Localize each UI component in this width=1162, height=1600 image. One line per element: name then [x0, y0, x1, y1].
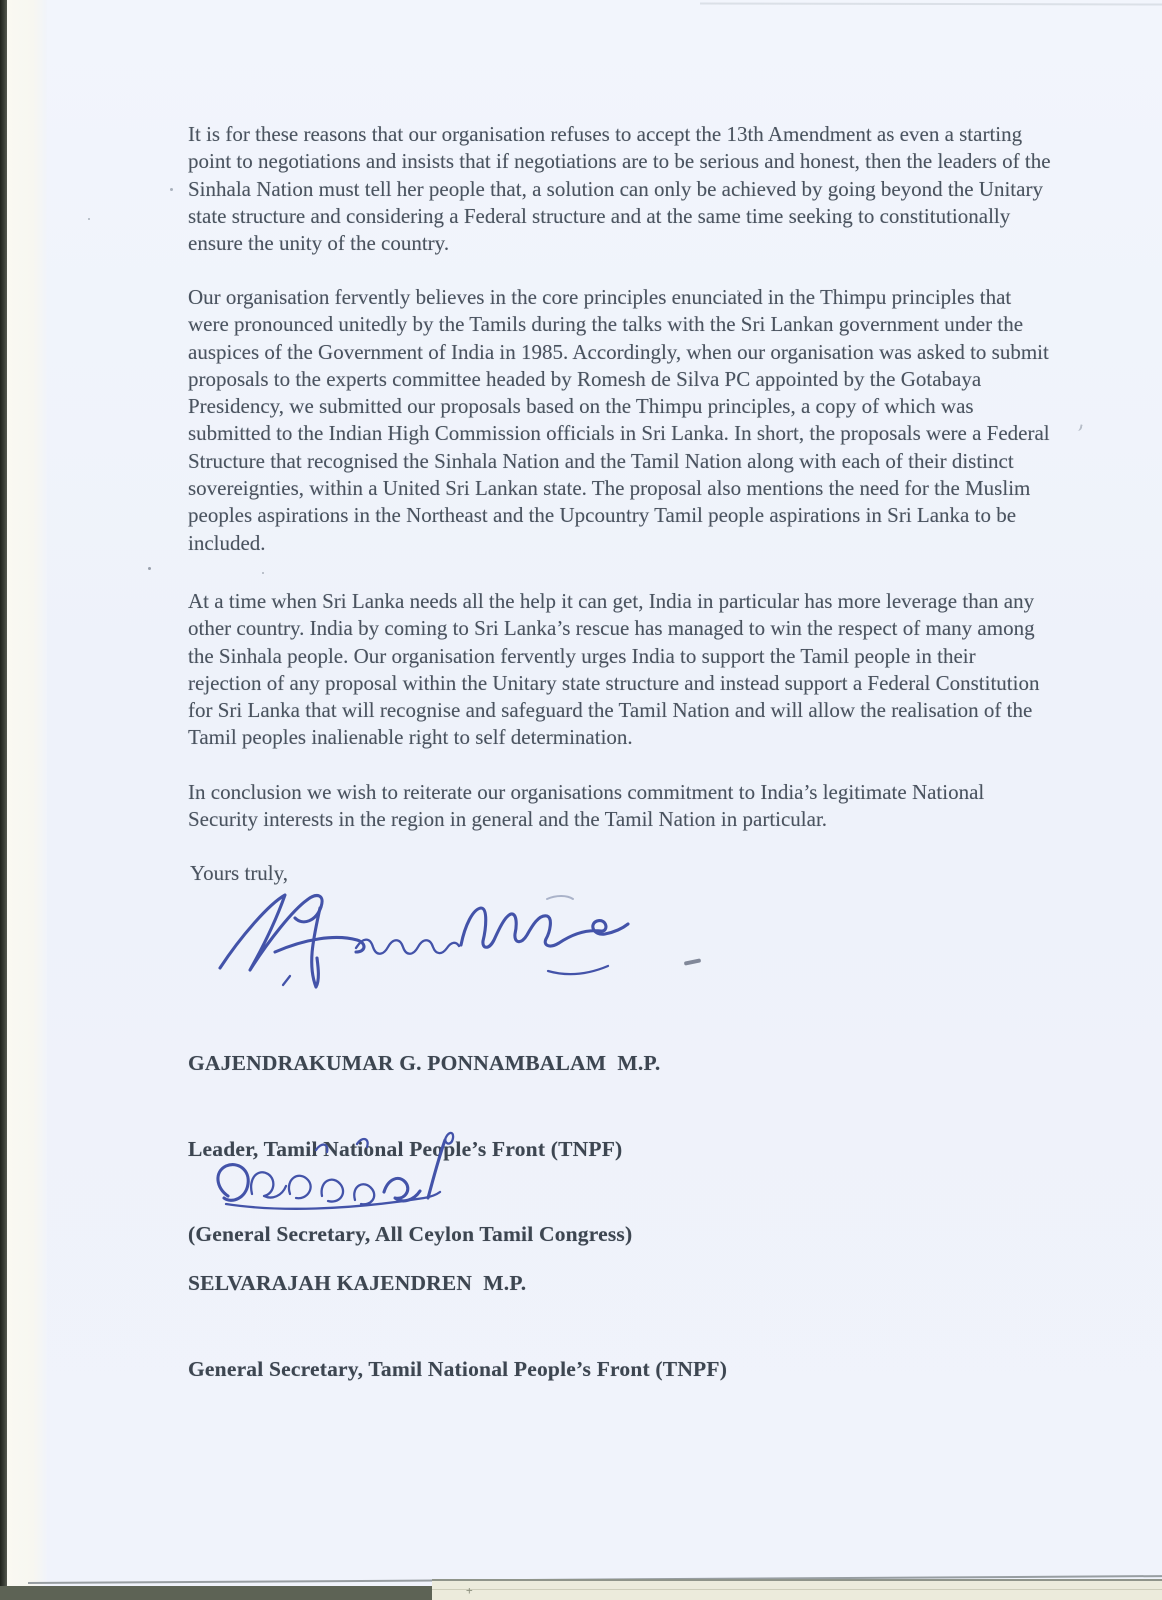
registration-plus-mark: + [466, 1584, 473, 1597]
text-line: Security interests in the region in general and the Tamil Nation in particular. [188, 807, 828, 832]
text-line: Presidency, we submitted our proposals based on the Thimpu principles, a copy of which was [188, 394, 974, 419]
text-line: for Sri Lanka that will recognise and safeguard the Tamil Nation and will allow the realisation of the [188, 698, 1033, 723]
gajendrakumar-signature [217, 888, 632, 994]
text-line: Structure that recognised the Sinhala Nation and the Tamil Nation along with each of their distinct [188, 448, 1014, 473]
signatory-name: SELVARAJAH KAJENDREN M.P. [188, 1271, 527, 1295]
text-line: Our organisation fervently believes in the core principles enunciated in the Thimpu principles that [188, 285, 1012, 309]
signatory-title: (General Secretary, All Ceylon Tamil Congress) [188, 1222, 633, 1246]
text-line: sovereignties, within a United Sri Lankan state. The proposal also mentions the need for the Muslim [188, 476, 1031, 501]
text-line: state structure and considering a Federal structure and at the same time seeking to constitutionally [188, 203, 1011, 228]
text-line: the Sinhala people. Our organisation fervently urges India to support the Tamil people in their [188, 643, 976, 668]
text-line: ensure the unity of the country. [188, 231, 450, 256]
text-line: auspices of the Government of India in 1985. Accordingly, when our organisation was asked to submit [188, 339, 1049, 364]
page-left-edge-highlight [7, 0, 47, 1586]
scan-speck [262, 572, 264, 574]
scanner-band-light [432, 1579, 1162, 1600]
paragraph-2 [188, 284, 1078, 557]
text-line: At a time when Sri Lanka needs all the help it can get, India in particular has more leverage than any [188, 589, 1035, 613]
band-inner-line [432, 1589, 1162, 1590]
text-line: peoples aspirations in the Northeast and the Upcountry Tamil people aspirations in Sri Lanka to be [188, 503, 1017, 528]
scan-speck [88, 218, 90, 220]
text-line: Tamil peoples inalienable right to self determination. [188, 725, 633, 750]
signatory-title: General Secretary, Tamil National People’s Front (TNPF) [188, 1356, 728, 1381]
text-line: submitted to the Indian High Commission officials in Sri Lanka. In short, the proposals were a Federal [188, 421, 1050, 446]
text-line: included. [188, 530, 266, 555]
paragraph-3 [188, 588, 1078, 752]
text-line: point to negotiations and insists that if negotiations are to be serious and honest, then the leaders of the [188, 149, 1051, 174]
text-line: Sinhala Nation must tell her people that, a solution can only be achieved by going beyond the Unitary [188, 176, 1043, 201]
scanner-edge-shadow [0, 0, 7, 1600]
text-line: were pronounced unitedly by the Tamils during the talks with the Sri Lankan government under the [188, 312, 1024, 337]
page-top-edge-line [700, 3, 1162, 6]
text-line: In conclusion we wish to reiterate our organisations commitment to India’s legitimate National [188, 780, 985, 804]
closing-salutation: Yours truly, [190, 861, 289, 885]
ink-dash-mark [684, 958, 701, 965]
text-line: other country. India by coming to Sri Lanka’s rescue has managed to win the respect of many among [188, 616, 1035, 641]
signatory-block-2 [188, 1212, 727, 1440]
text-line: rejection of any proposal within the Unitary state structure and instead support a Federal Constitution [188, 670, 1040, 695]
signatory-name: GAJENDRAKUMAR G. PONNAMBALAM M.P. [188, 1051, 661, 1075]
scan-speck [170, 188, 173, 191]
scan-speck [148, 567, 151, 570]
scanner-band-dark [0, 1586, 432, 1600]
signatory-title: Leader, Tamil National People’s Front (TNPF) [188, 1136, 623, 1161]
paragraph-4 [188, 779, 1078, 834]
kajendren-signature [198, 1124, 476, 1216]
text-line: It is for these reasons that our organisation refuses to accept the 13th Amendment as even a starting [188, 122, 1023, 146]
text-line: proposals to the experts committee headed by Romesh de Silva PC appointed by the Gotabaya [188, 366, 982, 391]
paragraph-1 [188, 121, 1078, 257]
